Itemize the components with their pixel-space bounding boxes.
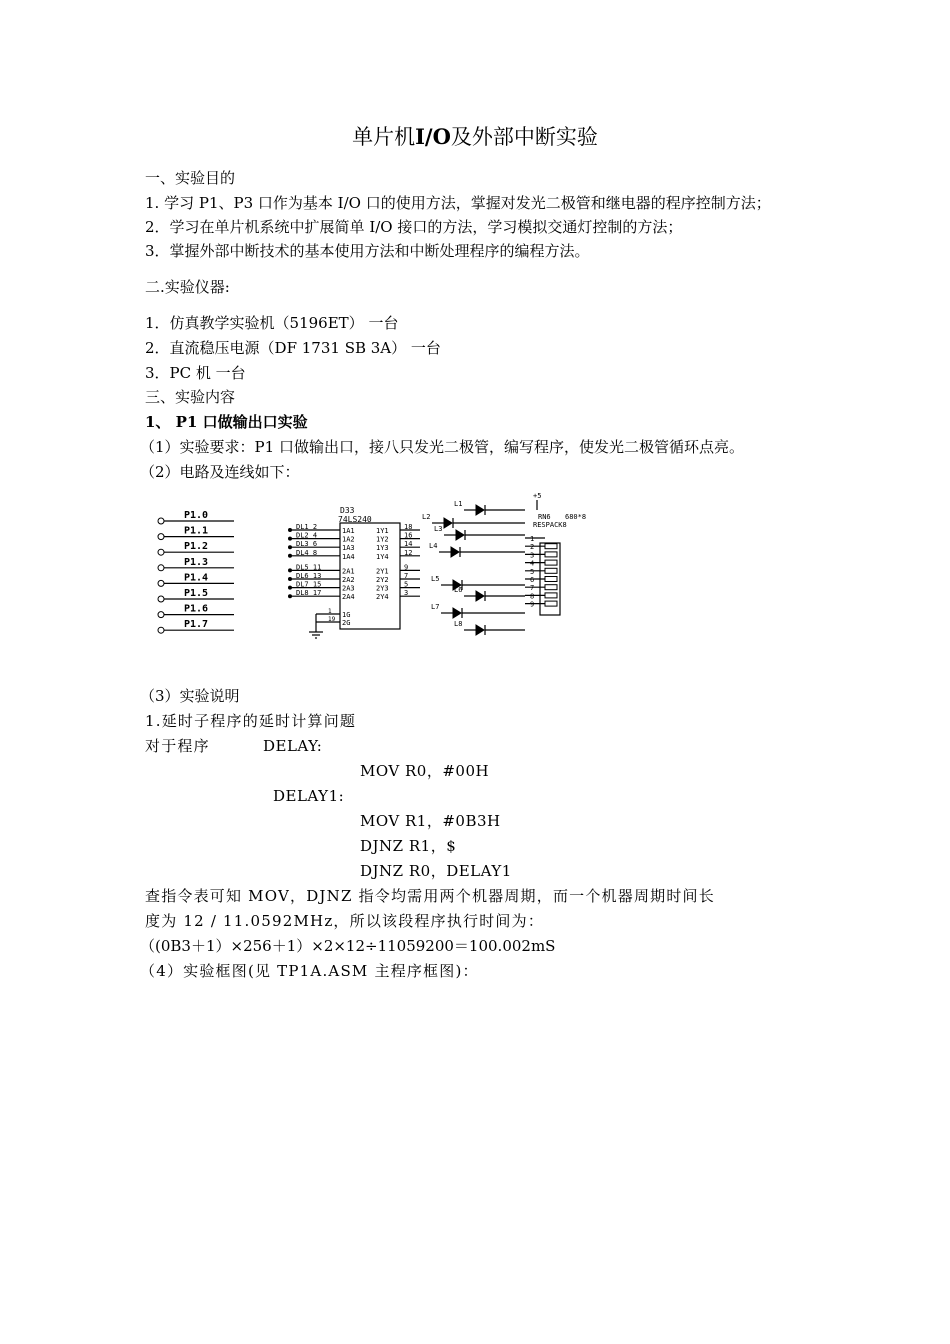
port-label: P1.3 <box>184 556 209 568</box>
led-diode <box>453 608 461 618</box>
pin-out-label: 1Y3 <box>376 544 389 553</box>
led-diode <box>476 625 484 635</box>
led-label: L8 <box>454 620 463 628</box>
port-label: P1.7 <box>184 619 209 631</box>
dl-label: DL7 15 <box>296 580 322 589</box>
port-terminal <box>158 518 164 524</box>
dl-dot <box>288 554 292 558</box>
pin-in-label: 1A2 <box>342 535 355 544</box>
pin-out-num: 3 <box>404 589 409 598</box>
pin-out-num: 16 <box>404 531 413 540</box>
port-lines <box>158 510 234 633</box>
code-line-4: DJNZ R0，DELAY1 <box>360 862 512 880</box>
title-bold: I/O <box>415 124 451 149</box>
purpose-heading: 一、实验目的 <box>145 169 236 187</box>
title-prefix: 单片机 <box>352 125 416 149</box>
resistor <box>545 544 557 549</box>
dl-label: DL6 13 <box>296 572 322 580</box>
pin-in-label: 1A4 <box>342 552 355 561</box>
pin-in-label: 2A4 <box>342 593 355 602</box>
led-label: L7 <box>431 603 440 611</box>
dl-label: DL4 8 <box>296 548 318 557</box>
chip-74ls240 <box>288 506 420 638</box>
resistor <box>545 552 557 557</box>
pin-out-label: 2Y3 <box>376 584 389 593</box>
pin-out-label: 2Y1 <box>376 567 389 576</box>
respack-pin-num: 4 <box>530 559 535 568</box>
resistor <box>545 568 557 573</box>
resistor <box>545 577 557 582</box>
port-label: P1.1 <box>184 525 209 537</box>
purpose-item-2: 2．学习在单片机系统中扩展简单 I/O 接口的方法，学习模拟交通灯控制的方法； <box>145 218 683 236</box>
pin-out-label: 1Y1 <box>376 527 389 535</box>
dl-label: DL8 17 <box>296 589 322 598</box>
port-terminal <box>158 534 164 540</box>
port-terminal <box>158 612 164 618</box>
respack-pin-num: 1 <box>530 535 535 543</box>
circuit-label: （2）电路及连线如下： <box>140 463 300 481</box>
pin-in-label: 2A2 <box>342 576 355 584</box>
instrument-item-2: 2．直流稳压电源（DF 1731 SB 3A） 一台 <box>145 339 441 357</box>
purpose-item-3: 3．掌握外部中断技术的基本使用方法和中断处理程序的编程方法。 <box>145 242 590 260</box>
dl-label: DL1 2 <box>296 523 318 531</box>
requirement-label: （1）实验要求：P1 口做输出口，接八只发光二极管，编写程序，使发光二极管循环点亮。 <box>140 438 744 456</box>
instrument-item-1: 1．仿真教学实验机（5196ET） 一台 <box>145 314 399 332</box>
instrument-item-3: 3．PC 机 一台 <box>145 364 246 382</box>
pin-in-label: 1A3 <box>342 544 355 553</box>
pin-out-num: 12 <box>404 548 413 557</box>
dl-dot <box>288 568 292 572</box>
respack-pin-num: 5 <box>530 567 535 576</box>
formula: （(0B3＋1）×256＋1）×2×12÷11059200＝100.002mS <box>140 937 556 955</box>
pin-out-num: 18 <box>404 523 413 531</box>
chip-type: 74LS240 <box>338 515 372 524</box>
p1-heading: 1、 P1 口做输出口实验 <box>145 413 308 431</box>
instrument-heading: 二.实验仪器: <box>145 278 230 296</box>
port-label: P1.6 <box>184 603 209 615</box>
title-suffix: 及外部中断实验 <box>450 125 598 149</box>
resistor <box>545 593 557 598</box>
respack-pin-num: 8 <box>530 592 535 601</box>
circuit-diagram <box>150 488 600 648</box>
dl-dot <box>288 594 292 598</box>
dl-label: DL5 11 <box>296 563 322 572</box>
port-terminal <box>158 596 164 602</box>
page-title <box>0 124 950 150</box>
led-diode <box>476 505 484 515</box>
respack-pin-num: 7 <box>530 584 535 593</box>
code-line-3: DJNZ R1，$ <box>360 837 457 855</box>
respack-id: RN6 <box>538 513 551 521</box>
led-label: L1 <box>454 500 463 508</box>
port-label: P1.4 <box>184 572 209 584</box>
dl-dot <box>288 537 292 541</box>
chip-id: D33 <box>340 506 355 515</box>
dl-label: DL2 4 <box>296 531 318 540</box>
led-label: L3 <box>434 525 443 533</box>
enable-pin-num: 1 <box>328 608 332 615</box>
enable-pin-num: 19 <box>328 616 336 623</box>
led-label: L4 <box>429 542 438 550</box>
dl-label: DL3 6 <box>296 540 318 549</box>
pin-in-label: 1A1 <box>342 527 355 535</box>
led-array <box>422 500 525 635</box>
respack-pin-num: 6 <box>530 576 535 584</box>
note-label: （3）实验说明 <box>140 687 240 705</box>
respack-pin-num: 2 <box>530 543 535 552</box>
pin-out-num: 7 <box>404 572 409 580</box>
pin-out-num: 14 <box>404 540 413 549</box>
dl-dot <box>288 577 292 581</box>
port-terminal <box>158 627 164 633</box>
content-heading: 三、实验内容 <box>145 388 236 406</box>
led-diode <box>476 591 484 601</box>
flowchart-label: （4）实验框图(见 TP1A.ASM 主程序框图)： <box>140 962 479 980</box>
code-line-1: MOV R0，#00H <box>360 762 490 780</box>
purpose-item-1: 1. 学习 P1、P3 口作为基本 I/O 口的使用方法，掌握对发光二极管和继电器的程序控制方法； <box>145 194 771 212</box>
led-diode <box>451 547 459 557</box>
resistor-pack <box>525 492 586 615</box>
code-label-delay1: DELAY1: <box>273 787 345 805</box>
led-diode <box>444 518 452 528</box>
pin-out-num: 5 <box>404 580 409 589</box>
explanation-line-1: 查指令表可知 MOV，DJNZ 指令均需用两个机器周期，而一个机器周期时间长 <box>145 887 715 905</box>
port-terminal <box>158 580 164 586</box>
port-terminal <box>158 565 164 571</box>
pin-in-label: 2A1 <box>342 567 355 576</box>
port-label: P1.5 <box>184 588 209 599</box>
respack-pin-num: 3 <box>530 551 535 560</box>
code-label-delay: DELAY: <box>263 737 323 755</box>
enable-pin-label: 2G <box>342 619 351 627</box>
pin-out-label: 2Y2 <box>376 576 389 584</box>
delay-intro: 对于程序 <box>145 737 210 755</box>
respack-pin-num: 9 <box>530 600 535 609</box>
respack-type: RESPACK8 <box>533 521 567 529</box>
port-label: P1.0 <box>184 510 209 521</box>
enable-pin-label: 1G <box>342 611 351 619</box>
explanation-line-2: 度为 12 / 11.0592MHz，所以该段程序执行时间为： <box>145 912 545 930</box>
resistor <box>545 601 557 606</box>
pin-in-label: 2A3 <box>342 584 355 593</box>
led-diode <box>456 530 464 540</box>
dl-dot <box>288 528 292 532</box>
pin-out-label: 1Y2 <box>376 535 389 544</box>
resistor <box>545 560 557 565</box>
resistor <box>545 585 557 590</box>
respack-value: 680*8 <box>565 513 587 521</box>
dl-dot <box>288 586 292 590</box>
port-label: P1.2 <box>184 541 209 553</box>
led-label: L5 <box>431 575 440 583</box>
dl-dot <box>288 545 292 549</box>
vcc-label: +5 <box>533 492 542 500</box>
pin-out-label: 1Y4 <box>376 552 389 561</box>
led-label: L2 <box>422 513 431 521</box>
pin-out-label: 2Y4 <box>376 593 389 602</box>
delay-title: 1.延时子程序的延时计算问题 <box>145 712 357 730</box>
code-line-2: MOV R1，#0B3H <box>360 812 501 830</box>
port-terminal <box>158 549 164 555</box>
led-label: L6 <box>454 586 463 594</box>
pin-out-num: 9 <box>404 563 409 572</box>
